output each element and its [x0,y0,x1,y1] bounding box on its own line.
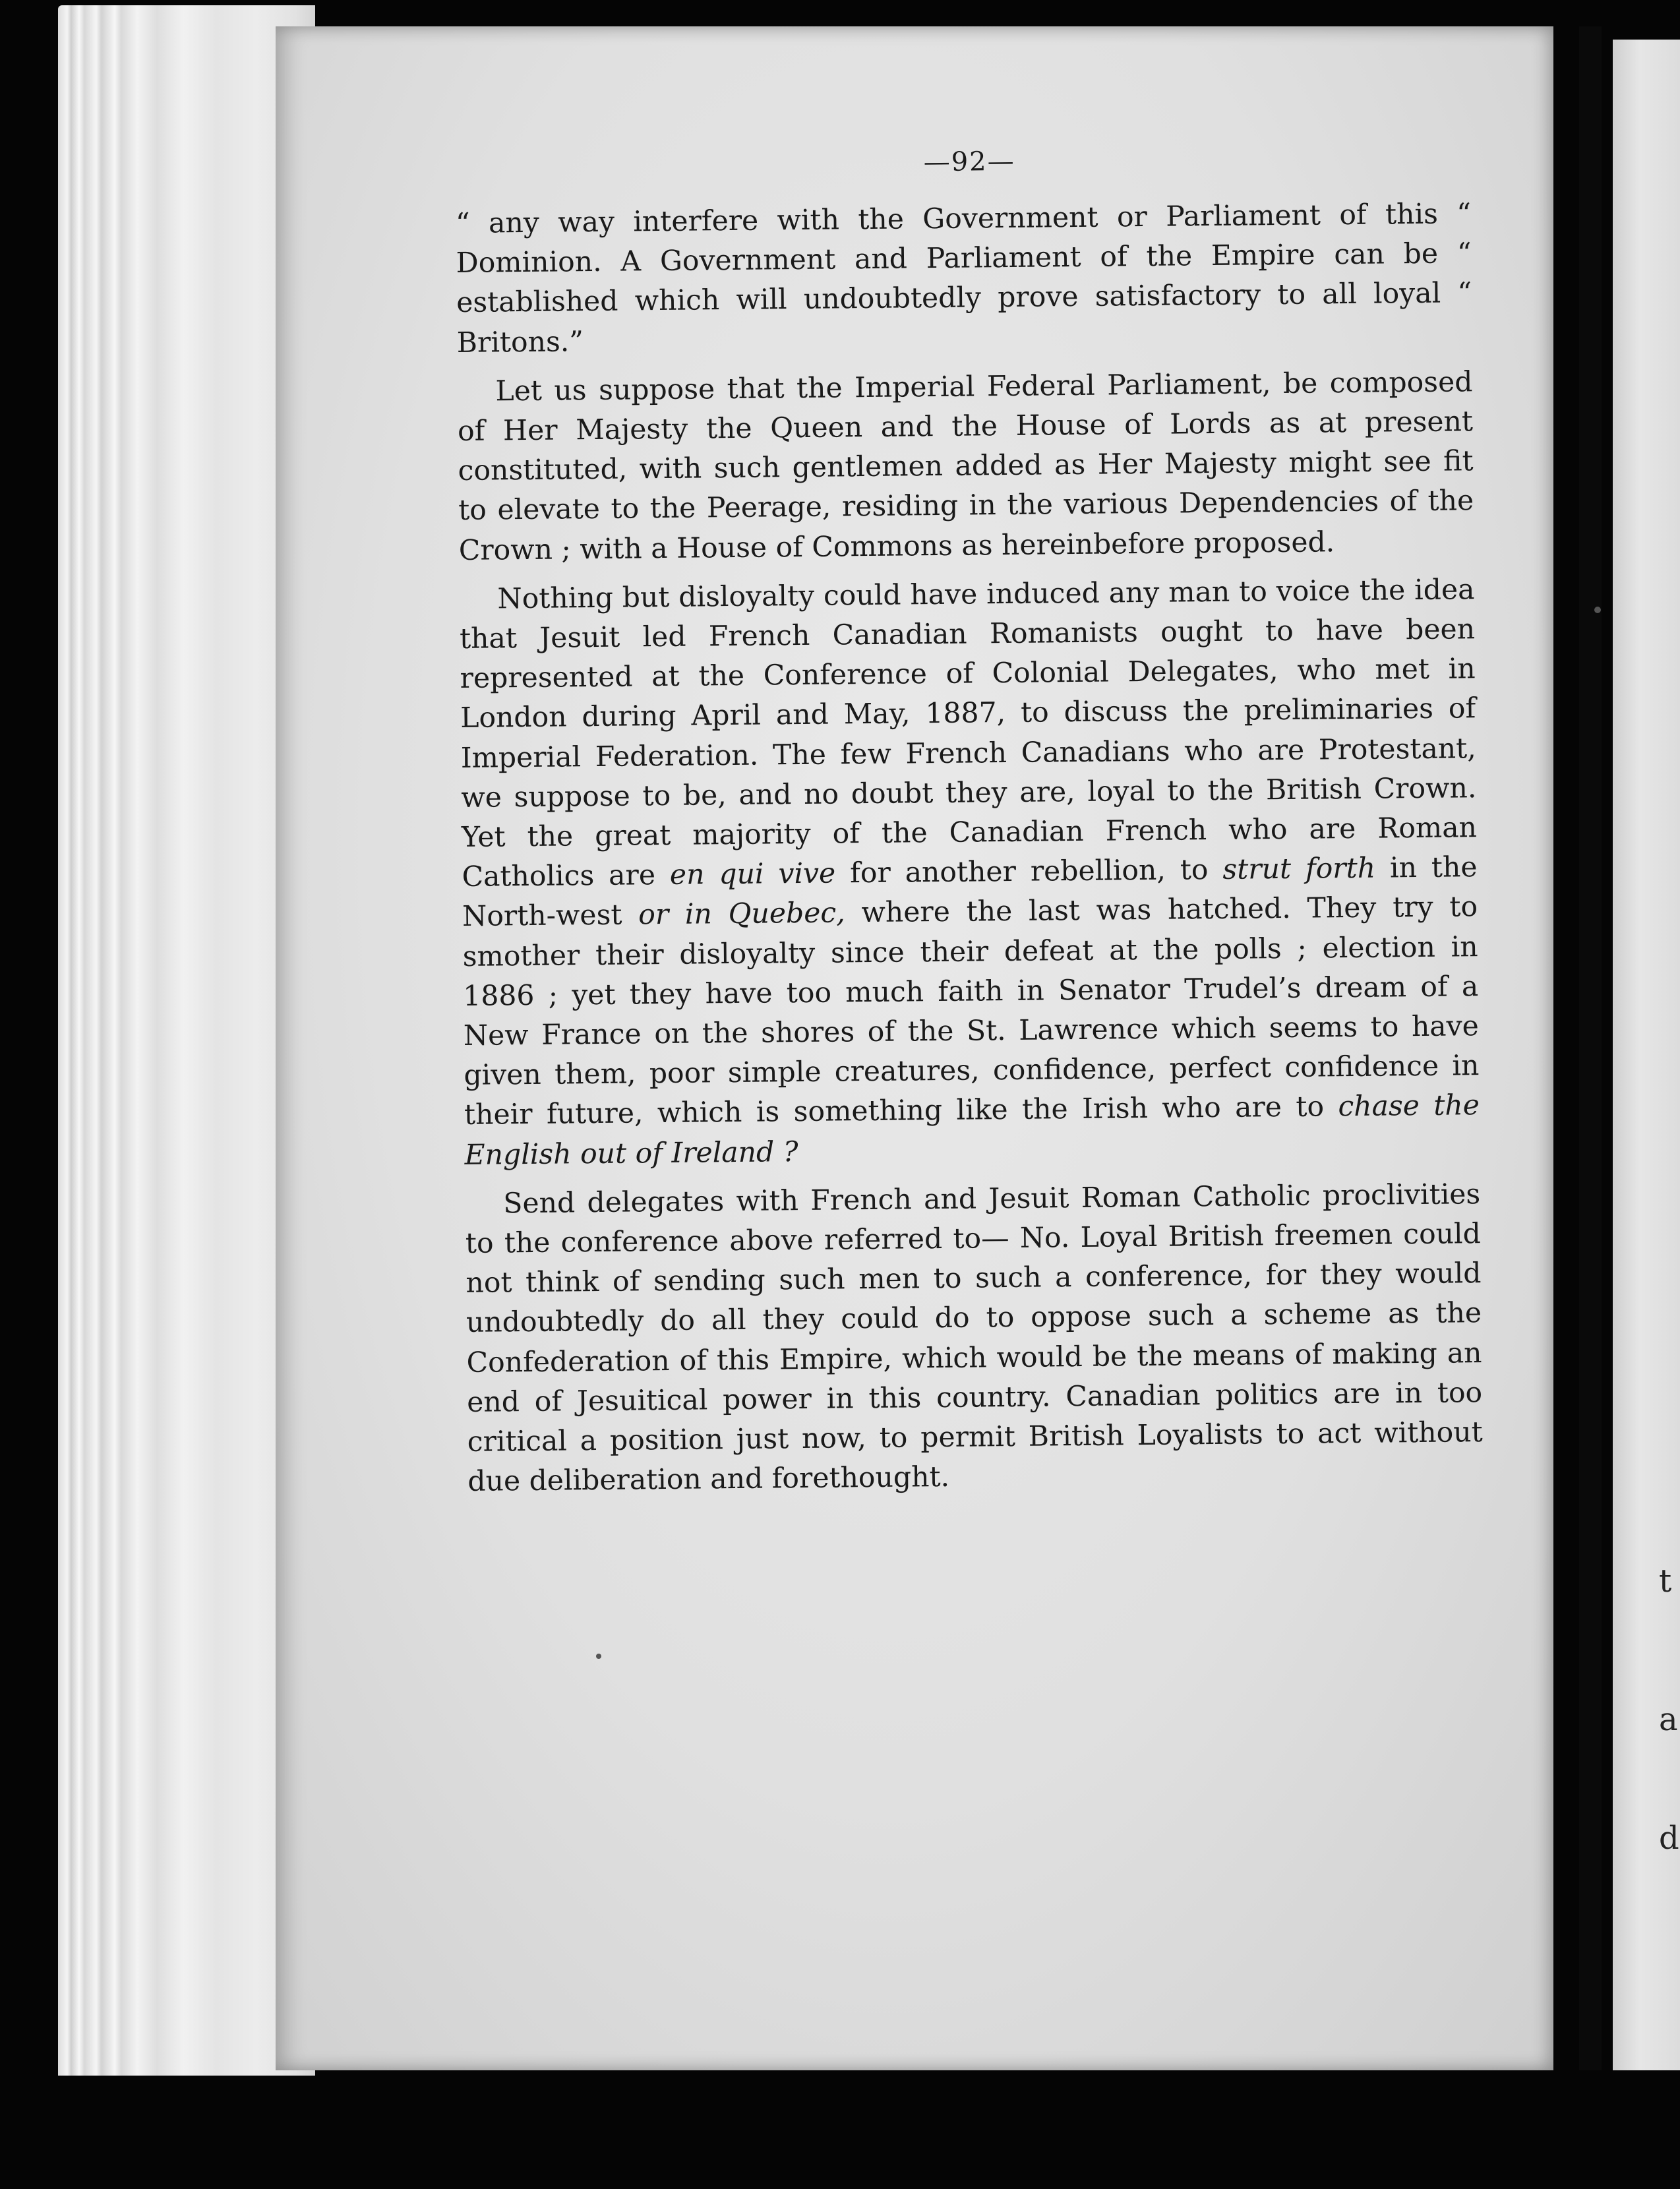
next-page-fragment: d [1659,1820,1679,1857]
italic-text: or in Quebec, [638,897,845,932]
paragraph [465,1175,1484,1502]
next-page-edge [1613,40,1680,2070]
text-run: in the North-west [462,851,1478,934]
next-page-fragment: t [1659,1563,1672,1600]
text-run: Nothing but disloyalty could have induced any man to voice the idea that Jesuit led French Canadian Romanists ought to have been represented at the Conference of Colonial Delegates, who met in London during April and May, 1887, to discuss the preliminaries of Imperial Federation. The few French Canadians who are Protestant, we suppose to be, and no doubt they are, loyal to the British Crown. Yet the great majority of the Canadian French who are Roman Catholics are [459,574,1478,894]
italic-text: chase the English out of Ireland ? [464,1089,1480,1172]
text-run: Send delegates with French and Jesuit Roman Catholic proclivities to the conference above referred to— No. Loyal British freemen could not think of sending such men to such a conference, for they would undoubtedly do all they could do to oppose such a scheme as the Confederation of this Empire, which would be the means of making an end of Jesuitical power in this country. Canadian politics are in too critical a position just now, to permit British Loyalists to act without due deliberation and forethought. [465,1178,1483,1499]
text-run: where the last was hatched. They try to smother their disloyalty since their defeat at the polls ; election in 1886 ; yet they have too much faith in Senator Trudel’s dream of a New France on the shores of the St. Lawrence which seems to have given them, poor simple creatures, confidence, perfect confidence in their future, which is something like the Irish who are to [462,891,1480,1132]
scan-speck [1594,607,1601,613]
text-run: “ any way interfere with the Government or Parliament of this “ Dominion. A Government and Parliament of the Empire can be “ established which will undoubtedly prove satisfactory to all loyal “ Britons.” [455,198,1472,359]
page-gutter-shadow [1579,26,1602,2070]
paragraph-list [456,195,1484,1502]
paragraph [459,570,1480,1176]
text-run: for another rebellion, to [835,854,1223,890]
page-number: —92— [923,146,1015,178]
text-run: Let us suppose that the Imperial Federal Parliament, be composed of Her Majesty the Queen and the House of Lords as at present constituted, with such gentlemen added as Her Majesty might see fit to elevate to the Peerage, residing in the various Dependencies of the Crown ; with a House of Commons as hereinbefore proposed. [457,366,1474,567]
scan-speck [596,1654,601,1659]
italic-text: en qui vive [669,857,836,892]
italic-text: strut forth [1222,852,1376,887]
paragraph [457,363,1474,571]
paragraph [456,195,1472,363]
next-page-fragment: a [1659,1701,1678,1738]
page-text [455,142,1484,1511]
